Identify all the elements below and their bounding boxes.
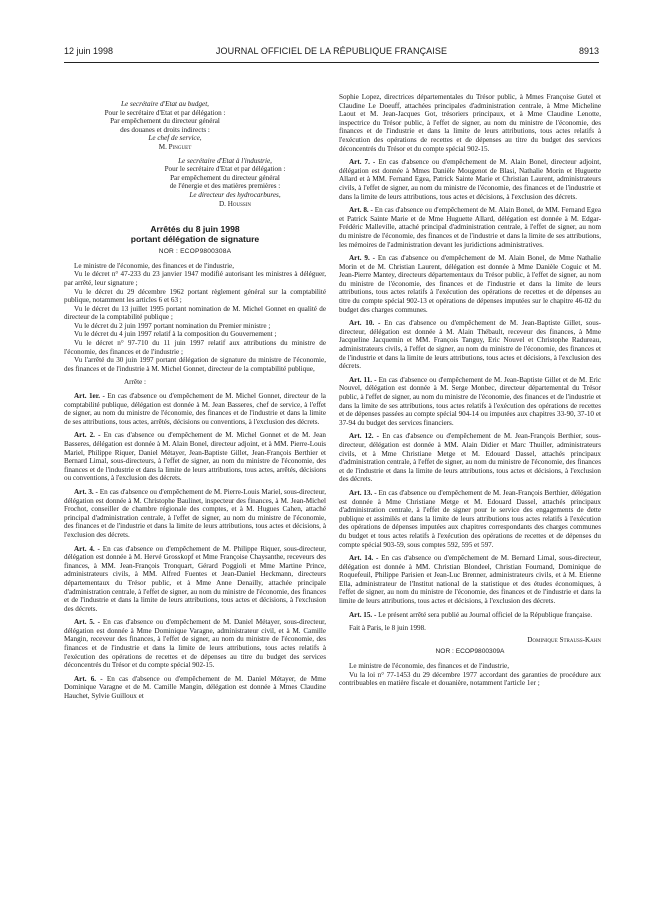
article-label: Art. 8. - [349, 206, 373, 215]
sig2-name: D. Houssin [219, 199, 251, 208]
article-8 [339, 206, 601, 249]
decree-title-line1: Arrêtés du 8 juin 1998 [150, 224, 240, 235]
header-journal-title: JOURNAL OFFICIEL DE LA RÉPUBLIQUE FRANÇAISE [215, 46, 448, 56]
article-text: En cas d'absence ou d'empêchement de M. Alain Bonel, de Mme Nathalie Morin et de M. Christian Laurent, délégation est donnée à Mme Danièle Coguic et M. Jean-Pierre Mantey, directeurs départementaux du Trésor public, à l'effet de signer, au nom du ministre de l'économie, des finances et de l'industrie et dans la limite de leurs attributions, tous actes relatifs à l'exécution des opérations de recettes et de dépenses au titre du compte spécial 902-13 et opérations de dépenses imputées sur le chapitre 46-02 du budget des charges communes. [339, 254, 601, 314]
article-text: En cas d'absence ou d'empêchement de M. Jean-Baptiste Gillet et de M. Eric Nouvel, délégation est donnée à M. Serge Monbec, directeur départemental du Trésor public, à l'effet de signer, au nom du ministre de l'économie, des finances et de l'industrie et dans la limite de ses attributions, tous actes relatifs à l'exécution des opérations de recettes et de dépenses passées au compte spécial 904-14 ou imputées aux chapitres 33-90, 37-10 et 37-94 du budget des services financiers. [339, 375, 601, 427]
visa-paragraph: Vu le décret n° 47-233 du 23 janvier 1947 modifié autorisant les ministres à déléguer, par arrêté, leur signature ; [64, 270, 326, 287]
sig2-line4: de l'énergie et des matières premières : [169, 182, 281, 191]
visa-paragraph: Le ministre de l'économie, des finances et de l'industrie, [74, 261, 235, 270]
sig1-line3: Par empêchement du directeur général [110, 117, 220, 126]
article-text: En cas d'absence ou d'empêchement de M. Jean-François Berthier, délégation est donnée à Mme Christiane Metge et M. Edouard Dassel, attachés principaux d'administration centrale, à l'effet de signer pour le service des engagements de dette publique et assimilés et dans la limite de leurs attributions tous actes relatifs à l'exécution des opérations de dépenses imputées aux chapitres correspondants des charges communes du budget et tous actes relatifs à l'exécution des opérations de recettes et de dépenses du compte spécial 903-59, sous comptes 592, 595 et 597. [339, 488, 601, 549]
article-label: Art. 14. - [349, 554, 379, 563]
nor-reference-2: NOR : ECOP9800309A [435, 648, 505, 656]
signature-block-budget [64, 100, 326, 152]
minister-signature: Dominique Strauss-Kahn [527, 635, 601, 644]
header-page-number: 8913 [578, 46, 599, 56]
right-column [339, 93, 601, 688]
article-9 [339, 254, 601, 314]
article-text: En cas d'absence ou d'empêchement de M. Daniel Métayer, sous-directeur, délégation est donnée à Mme Dominique Varagne, administrateur civil, et à M. Camille Mangin, receveur des finances, à l'effet de signer, au nom du ministre de l'économie, des finances et de l'industrie et dans la limite de leurs attributions, tous actes relatifs à l'exécution des opérations de recettes et de dépenses au titre du budget des services déconcentrés du Trésor et du compte spécial 902-15. [64, 618, 326, 670]
left-column [64, 100, 326, 701]
article-label: Art. 2. - [74, 431, 101, 440]
sig2-line2: Pour le secrétaire d'Etat et par délégation : [164, 165, 286, 174]
article-text: En cas d'absence ou d'empêchement de M. Pierre-Louis Mariel, sous-directeur, délégation est donnée à M. Christophe Baulinet, inspecteur des finances, à M. Jean-Michel Frochot, conseiller de chambre régionale des comptes, et à M. Hugues Cahen, attaché principal d'administration centrale, à l'effet de signer, au nom du ministre de l'économie, des finances et de l'industrie et dans la limite de leurs attributions, tous actes et décisions, à l'exclusion des décrets. [64, 487, 326, 539]
sig2-title: Le secrétaire d'Etat à l'industrie, [178, 156, 272, 165]
article-label: Art. 4. - [74, 544, 100, 553]
article-7 [339, 158, 601, 201]
visa-paragraph: Vu le décret du 29 décembre 1962 portant règlement général sur la comptabilité publique, notamment les articles 6 et 63 ; [64, 287, 326, 305]
article-text: En cas d'absence ou d'empêchement de M. Alain Bonel, directeur adjoint, délégation est donnée à Mmes Danièle Mougenot de Blasi, Nathalie Morin et Huguette Allard et à MM. Fernand Egea, Patrick Sainte Marie et Christian Laurent, administrateurs civils, à l'effet de signer, au nom du ministre de l'économie, des finances et de l'industrie et dans la limite de leurs attributions, tous actes et décisions, à l'exclusion des décrets. [339, 158, 601, 201]
header-rule [64, 62, 599, 63]
sig1-title: Le secrétaire d'Etat au budget, [121, 100, 209, 108]
article-1 [64, 392, 326, 426]
article-6 [64, 675, 326, 701]
decree-title [64, 224, 326, 257]
article-label: Art. 15. - [349, 610, 377, 619]
arrete-heading: Arrête : [124, 378, 147, 387]
article-text: En cas d'absence ou d'empêchement de M. Bernard Limal, sous-directeur, délégation est donnée à MM. Christian Blondeel, Christian Fournand, Dominique de Roquefeuil, Philippe Parisien et Jean-Luc Brenner, administrateurs civils, et à M. Etienne Ella, administrateur de l'Institut national de la statistique et des études économiques, à l'effet de signer, au nom du ministre de l'économie, des finances et de l'industrie et dans la limite de leurs attributions, tous actes et décisions, à l'exclusion des décrets. [339, 554, 601, 606]
article-text: En cas d'absence ou d'empêchement de M. Daniel Métayer, de Mme Dominique Varagne et de M. Camille Mangin, délégation est donnée à Mmes Claudine Hauchet, Sylvie Guilloux et [64, 674, 326, 701]
sig1-name: M. Pinguet [158, 142, 192, 151]
article-6-continued: Sophie Lopez, directrices départementales du Trésor public, à Mmes Françoise Gutel et Claudine Le Doeuff, attachées principales d'administration centrale, à Mme Micheline Laout et M. Jean-Jacques Got, trésoriers principaux, et à Mme Claudine Lenotte, inspectrice du Trésor public, à l'effet de signer, au nom du ministre de l'économie, des finances et de l'industrie et dans la limite de leurs attributions, tous actes relatifs à l'exécution des opérations de recettes et de dépenses au titre du budget des services déconcentrés du Trésor et du compte spécial 902-15. [339, 93, 601, 153]
decree-title-line2: portant délégation de signature [130, 234, 260, 245]
article-text: En cas d'absence ou d'empêchement de M. Alain Bonel, de MM. Fernand Egea et Patrick Sainte Marie et de Mme Huguette Allard, délégation est donnée à M. Edgar-Frédéric Malleville, attaché principal d'administration centrale, à l'effet de signer, au nom du ministre de l'économie, des finances et de l'industrie et dans la limite de ses attributions, les mémoires de l'administration devant les juridictions administratives. [339, 206, 602, 249]
article-11 [339, 376, 601, 428]
article-5 [64, 618, 326, 670]
article-3 [64, 488, 326, 540]
article-label: Art. 3. - [74, 487, 98, 496]
article-label: Art. 13. - [349, 488, 377, 497]
sig1-role: Le chef de service, [148, 134, 202, 143]
done-at-paris: Fait à Paris, le 8 juin 1998. [349, 624, 426, 633]
article-text: En cas d'absence ou d'empêchement de M. Michel Gonnet, directeur de la comptabilité publique, délégation est donnée à M. Jean Basseres, chef de service, à l'effet de signer, au nom du ministre de l'économie, des finances et de l'industrie et dans la limite de ses attributions, tous actes, arrêtés, décisions ou conventions, à l'exclusion des décrets. [64, 392, 326, 426]
article-10 [339, 319, 601, 371]
visas [64, 262, 326, 374]
article-label: Art. 12. - [349, 432, 380, 441]
article-text: En cas d'absence ou d'empêchement de M. Michel Gonnet et de M. Jean Basseres, délégation est donnée à M. Alain Bonel, directeur adjoint, et à MM. Pierre-Louis Mariel, Philippe Riquer, Daniel Métayer, Jean-Baptiste Gillet, Jean-François Berthier et Bernard Limal, sous-directeurs, à l'effet de signer, au nom du ministre de l'économie, des finances et de l'industrie et dans la limite de leurs attributions, tous actes, arrêtés, décisions ou conventions, à l'exclusion des décrets. [64, 431, 326, 483]
sig2-line3: Par empêchement du directeur général [170, 173, 280, 182]
article-label: Art. 6. - [74, 674, 103, 683]
sig2-role: Le directeur des hydrocarbures, [189, 190, 281, 199]
article-label: Art. 5. - [74, 618, 100, 627]
article-label: Art. 11. - [349, 375, 377, 384]
visa-paragraph: Vu le décret n° 97-710 du 11 juin 1997 relatif aux attributions du ministre de l'économie, des finances et de l'industrie ; [64, 339, 326, 356]
sig1-line4: des douanes et droits indirects : [120, 125, 210, 134]
visa-paragraph: Vu le décret du 13 juillet 1995 portant nomination de M. Michel Gonnet en qualité de directeur de la comptabilité publique ; [64, 304, 326, 322]
header-date: 12 juin 1998 [64, 46, 114, 56]
article-text: En cas d'absence ou d'empêchement de M. Jean-François Berthier, sous-directeur, délégation est donnée à MM. Alain Didier et Marc Thuiller, administrateurs civils, et à Mme Christiane Metge et M. Edouard Dassel, attachés principaux d'administration centrale, à l'effet de signer, au nom du ministre de l'économie, des finances et de l'industrie et dans la limite de leurs attributions, tous actes et décisions, à l'exclusion des décrets. [339, 432, 601, 484]
article-12 [339, 432, 601, 484]
sig1-line2: Pour le secrétaire d'Etat et par délégation : [104, 108, 226, 117]
page-header [64, 46, 599, 60]
article-text: En cas d'absence ou d'empêchement de M. Philippe Riquer, sous-directeur, délégation est donnée à M. Hervé Grosskopf et Mme Françoise Chaysanthe, receveurs des finances, à MM. Jean-François Tronquart, Gérard Poggioli et Mme Martine Prince, administrateurs civils, à MM. Alfred Fuentes et Jean-Daniel Heckmann, directeurs départementaux du Trésor public, et à Mme Anne Denailly, attachée principale d'administration centrale, à l'effet de signer, au nom du ministre de l'économie, des finances et de l'industrie et dans la limite de leurs attributions, tous actes et décisions, à l'exclusion des décrets. [64, 544, 326, 613]
article-label: Art. 7. - [349, 158, 376, 167]
visa-paragraph: Vu l'arrêté du 30 juin 1997 portant délégation de signature du ministre de l'économie, des finances et de l'industrie à M. Michel Gonnet, directeur de la comptabilité publique, [64, 356, 326, 373]
article-text: En cas d'absence ou d'empêchement de M. Jean-Baptiste Gillet, sous-directeur, délégation est donnée à M. Alain Thébault, receveur des finances, à Mme Jacqueline Jacquemin et MM. François Tanguy, Eric Nouvel et Christophe Radureau, administrateurs civils, à l'effet de signer, au nom du ministre de l'économie, des finances et de l'industrie et dans la limite de leurs attributions, tous actes et décisions, à l'exclusion des décrets. [339, 319, 601, 371]
article-4 [64, 545, 326, 614]
visa-paragraph: Vu le décret du 4 juin 1997 relatif à la composition du Gouvernement ; [74, 330, 277, 339]
article-label: Art. 10. - [349, 319, 381, 328]
visa-paragraph: Vu le décret du 2 juin 1997 portant nomination du Premier ministre ; [74, 321, 271, 330]
article-text: Le présent arrêté sera publié au Journal officiel de la République française. [378, 610, 593, 619]
signature-block-industrie [64, 157, 326, 209]
nor-reference: NOR : ECOP9800308A [158, 248, 232, 256]
article-label: Art. 1er. - [74, 392, 105, 401]
article-13 [339, 489, 601, 549]
article-15 [339, 611, 601, 620]
next-decree-paragraph: Vu la loi n° 77-1453 du 29 décembre 1977 accordant des garanties de procédure aux contribuables en matière fiscale et douanière, notamment l'article 1er ; [339, 670, 601, 688]
next-decree-paragraph: Le ministre de l'économie, des finances et de l'industrie, [349, 662, 510, 671]
article-label: Art. 9. - [349, 254, 375, 263]
article-2 [64, 431, 326, 483]
article-14 [339, 554, 601, 606]
